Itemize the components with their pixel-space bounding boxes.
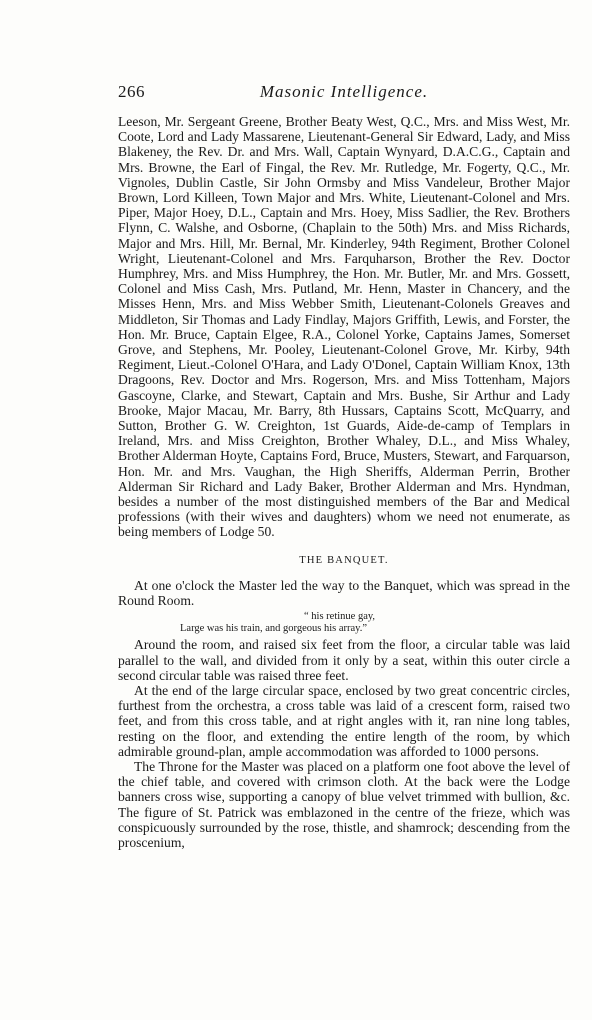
guest-list-paragraph: Leeson, Mr. Sergeant Greene, Brother Beaty West, Q.C., Mrs. and Miss West, Mr. Coote, Lord and Lady Massarene, Lieutenant-General Sir Edward, Lady, and Miss Blakeney, the Rev. Dr. and Mrs. Wall, Captain Wynyard, D.A.C.G., Captain and Mrs. Browne, the Earl of Fingal, the Rev. Mr. Rutledge, Mr. Fogerty, Q.C., Mr. Vignoles, Dublin Castle, Sir John Ormsby and Miss Vandeleur, Brother Major Brown, Lord Killeen, Town Major and Mrs. White, Lieutenant-Colonel and Mrs. Piper, Major Hoey, D.L., Captain and Mrs. Hoey, Miss Sadlier, the Rev. Brothers Flynn, C. Walshe, and Osborne, (Chaplain to the 50th) Mrs. and Miss Richards, Major and Mrs. Hill, Mr. Bernal, Mr. Kinderley, 94th Regiment, Brother Colonel Wright, Lieutenant-Colonel and Mrs. Farquharson, Brother the Rev. Doctor Humphrey, Mrs. and Miss Humphrey, the Hon. Mr. Butler, Mr. and Mrs. Gossett, Colonel and Miss Cash, Mrs. Putland, Mr. Henn, Master in Chancery, and the Misses Henn, Mrs. and Miss Webber Smith, Lieutenant-Colonels Greaves and Middleton, Sir Thomas and Lady Findlay, Majors Griffith, Lewis, and Forster, the Hon. Mr. Bruce, Captain Elgee, R.A., Colonel Yorke, Captains James, Somerset Grove, and Stephens, Mr. Pooley, Lieutenant-Colonel Grove, Mr. Kirby, 94th Regiment, Lieut.-Colonel O'Hara, and Lady O'Donel, Captain William Knox, 13th Dragoons, Rev. Doctor and Mrs. Rogerson, Mrs. and Miss Tottenham, Majors Gascoyne, Clarke, and Stewart, Captain and Mrs. Bushe, Sir Arthur and Lady Brooke, Major Macau, Mr. Barry, 8th Hussars, Captains Scott, McQuarry, and Sutton, Brother G. W. Creighton, 1st Guards, Aide-de-camp of Templars in Ireland, Mrs. and Miss Creighton, Brother Whaley, D.L., and Miss Whaley, Brother Alderman Hoyte, Captains Ford, Bruce, Musters, Stewart, and Farquarson, Hon. Mr. and Mrs. Vaughan, the High Sheriffs, Alderman Perrin, Brother Alderman Sir Richard and Lady Baker, Brother Alderman and Mrs. Hyndman, besides a number of the most distinguished members of the Bar and Medical professions (with their wives and daughters) whom we need not enumerate, as being members of Lodge 50. xyxy=(118,114,570,540)
banquet-intro-paragraph: At one o'clock the Master led the way to the Banquet, which was spread in the Round Room. xyxy=(118,577,570,609)
page-body xyxy=(118,114,570,850)
tables-paragraph: Around the room, and raised six feet from the floor, a circular table was laid parallel to the wall, and divided from it only by a seat, within this outer circle a second circular table was raised three feet. xyxy=(118,637,570,683)
running-title: Masonic Intelligence. xyxy=(259,82,429,101)
verse-line: “ his retinue gay, xyxy=(304,611,376,623)
verse-quotation xyxy=(118,611,570,635)
throne-paragraph: The Throne for the Master was placed on a platform one foot above the level of the chief table, and covered with crimson cloth. At the back were the Lodge banners cross wise, supporting a canopy of blue velvet trimmed with bullion, &c. The figure of St. Patrick was emblazoned in the centre of the frieze, which was conspicuously surrounded by the rose, thistle, and shamrock; descending from the proscenium, xyxy=(118,758,570,850)
ground-plan-paragraph: At the end of the large circular space, enclosed by two great concentric circles, furthest from the orchestra, a cross table was laid of a crescent form, raised two feet, and from this cross table, and at right angles with it, ran nine long tables, resting on the floor, and extending the entire length of the room, by which admirable ground-plan, ample accommodation was afforded to 1000 persons. xyxy=(118,682,570,759)
verse-line: Large was his train, and gorgeous his array.” xyxy=(180,623,368,635)
page-header xyxy=(118,82,570,104)
section-heading: THE BANQUET. xyxy=(299,554,389,566)
page-number: 266 xyxy=(118,82,145,101)
